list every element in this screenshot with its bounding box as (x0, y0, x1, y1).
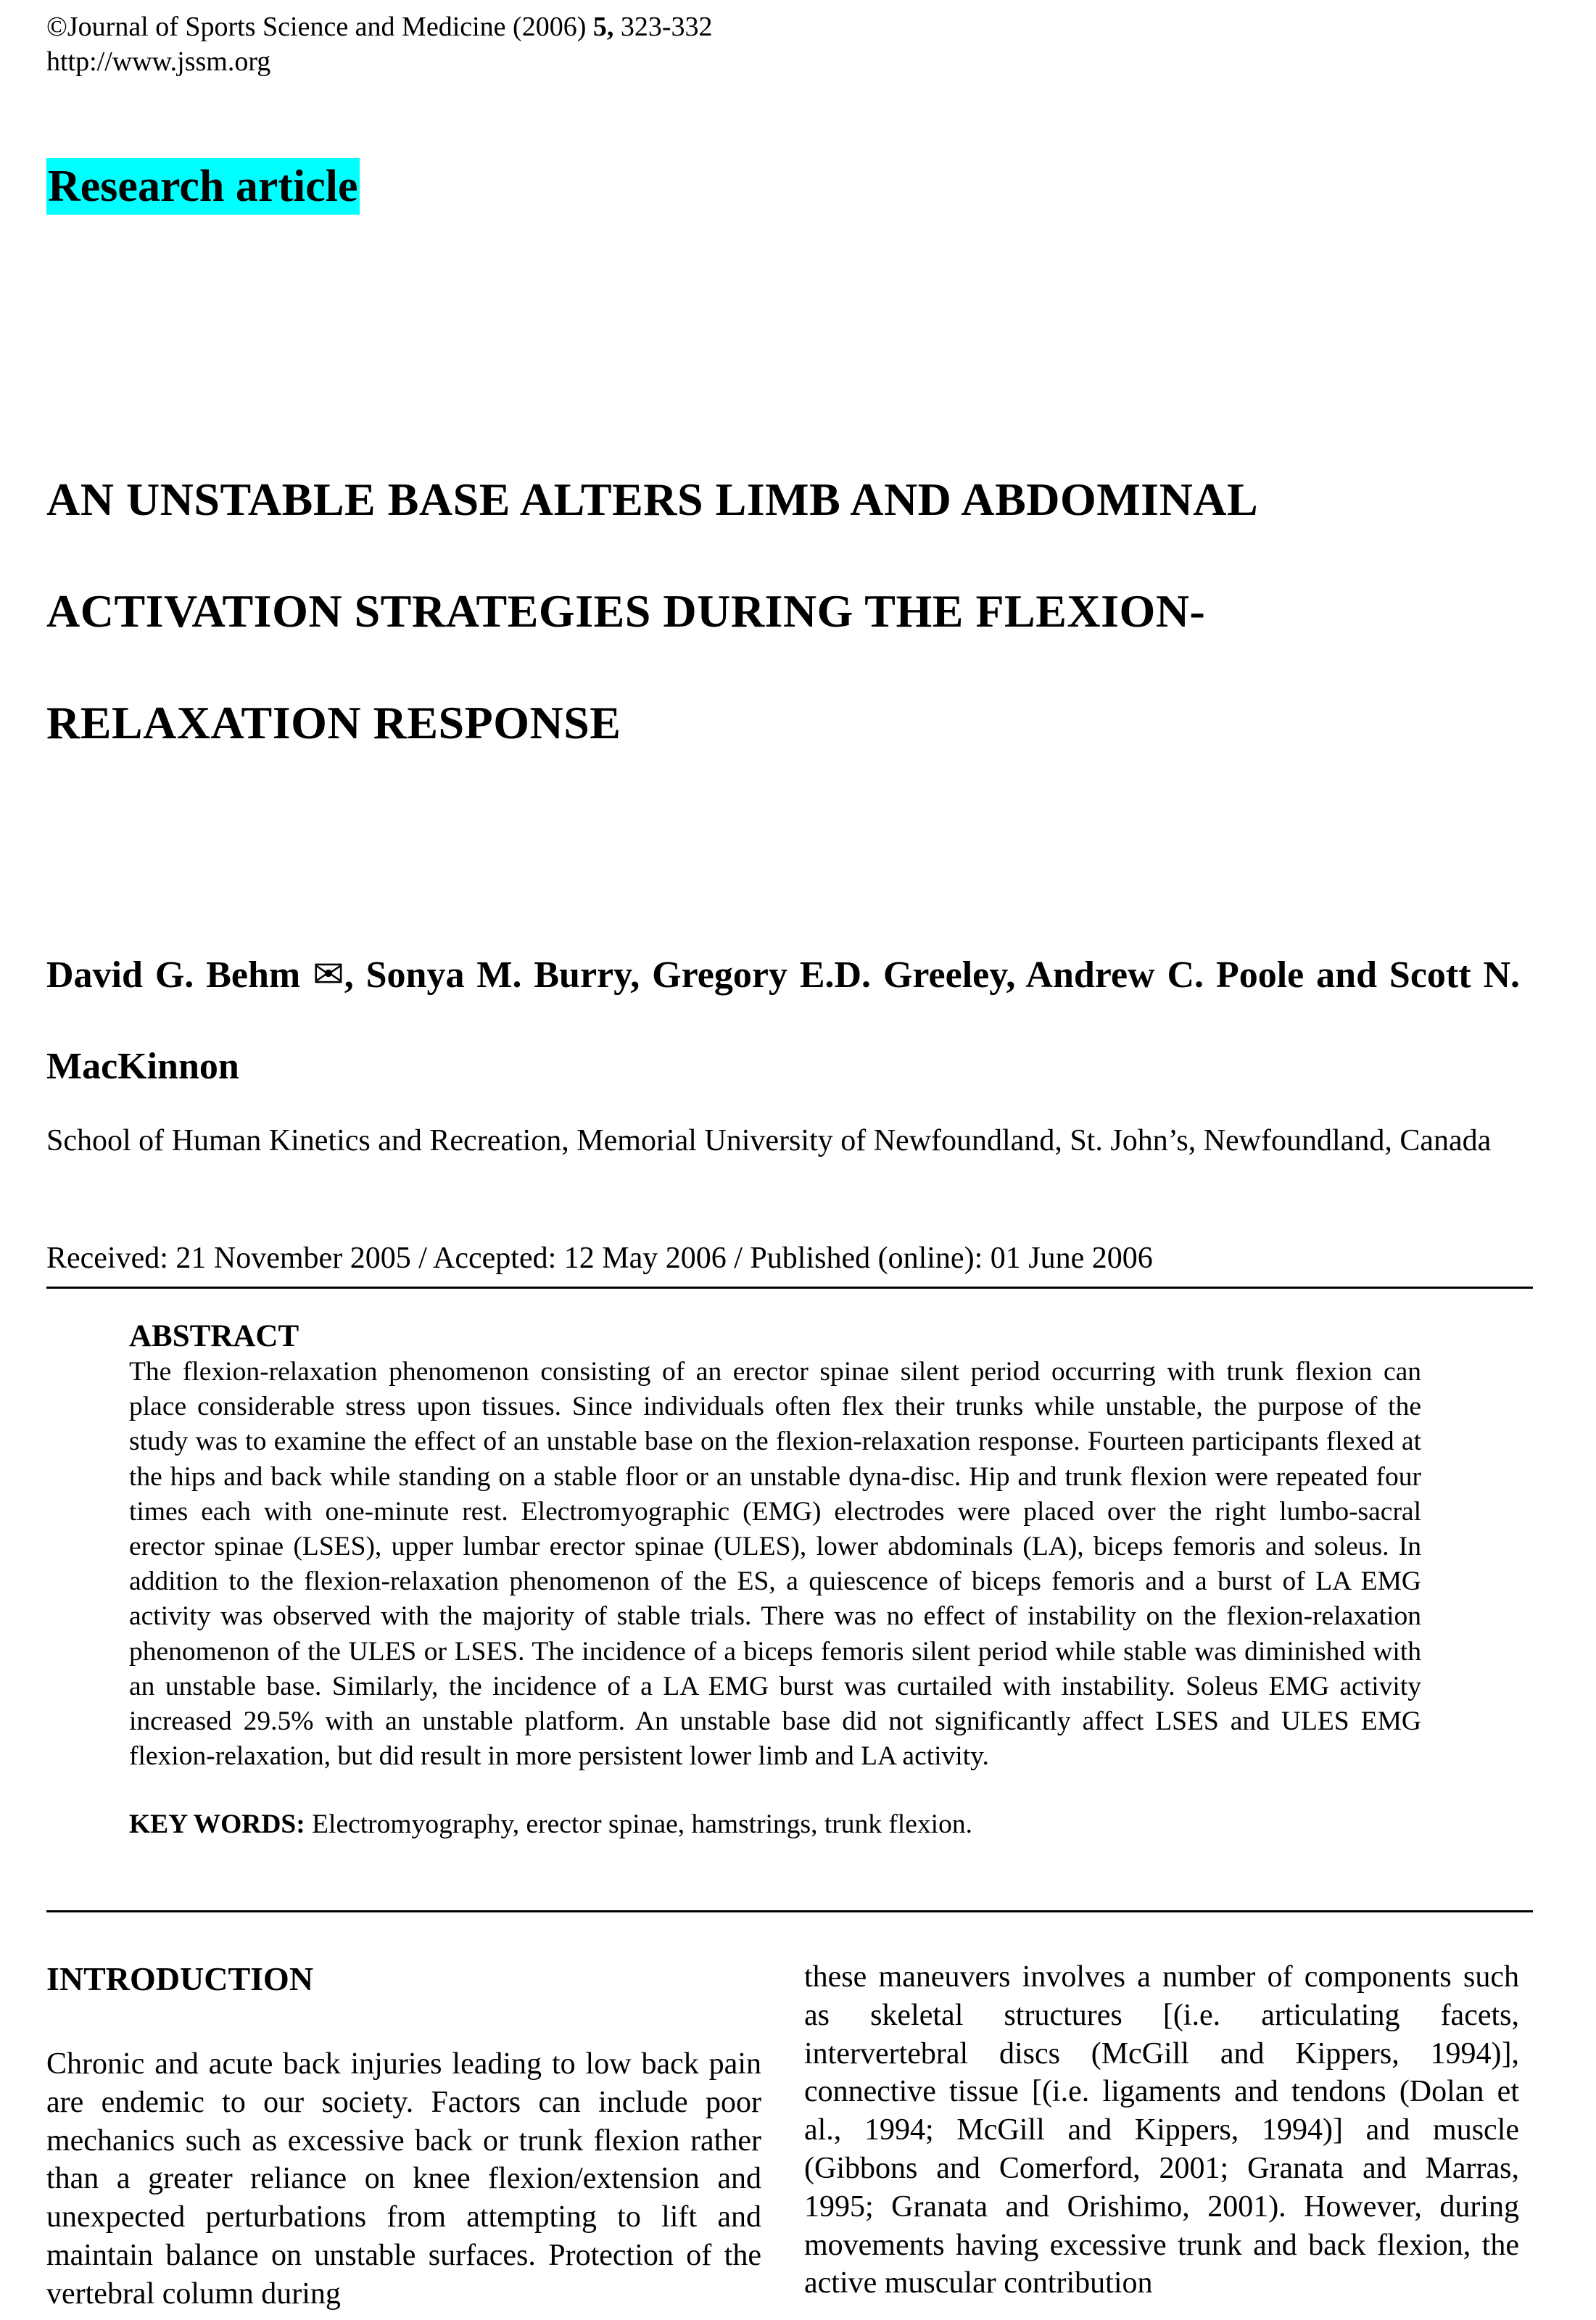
other-authors: , Sonya M. Burry, Gregory E.D. Greeley, Andrew C. Poole and Scott N. MacKinnon (46, 954, 1521, 1087)
author-list (46, 930, 1520, 1112)
abstract-text: The flexion-relaxation phenomenon consisting of an erector spinae silent period occurring with trunk flexion can place considerable stress upon tissues. Since individuals often flex their trunks while unstable, the purpose of the study was to examine the effect of an unstable base on the flexion-relaxation response. Fourteen participants flexed at the hips and back while standing on a stable floor or an unstable dyna-disc. Hip and trunk flexion were repeated four times each with one-minute rest. Electromyographic (EMG) electrodes were placed over the right lumbo-sacral erector spinae (LSES), upper lumbar erector spinae (ULES), lower abdominals (LA), biceps femoris and soleus. In addition to the flexion-relaxation phenomenon of the ES, a quiescence of biceps femoris and a burst of LA EMG activity was observed with the majority of stable trials. There was no effect of instability on the flexion-relaxation phenomenon of the ULES or LSES. The incidence of a biceps femoris silent period while stable was diminished with an unstable base. Similarly, the incidence of a LA EMG burst was curtailed with instability. Soleus EMG activity increased 29.5% with an unstable platform. An unstable base did not significantly affect LSES and ULES EMG flexion-relaxation, but did result in more persistent lower limb and LA activity. (129, 1357, 1421, 1772)
divider-bottom (46, 1910, 1533, 1912)
introduction-right-column: these maneuvers involves a number of components such as skeletal structures [(i.e. articulating facets, intervertebral discs (McGill and Kippers, 1994)], connective tissue [(i.e. ligaments and tendons (Dolan et al., 1994; McGill and Kippers, 1994)] and muscle (Gibbons and Comerford, 2001; Granata and Marras, 1995; Granata and Orishimo, 2001). However, during movements having excessive trunk and back flexion, the active muscular contribution (804, 1960, 1519, 2300)
title-line-1: AN UNSTABLE BASE ALTERS LIMB AND ABDOMINAL (46, 474, 1259, 525)
abstract-section (129, 1318, 1421, 1842)
title-line-3: RELAXATION RESPONSE (46, 697, 621, 748)
publication-dates: Received: 21 November 2005 / Accepted: 12 May 2006 / Published (online): 01 June 2006 (46, 1242, 1153, 1275)
journal-citation (46, 10, 713, 44)
divider-top (46, 1287, 1533, 1289)
paper-title (46, 444, 1497, 779)
abstract-heading: ABSTRACT (129, 1319, 299, 1353)
journal-name: ©Journal of Sports Science and Medicine (2006) (46, 12, 593, 42)
journal-url[interactable]: http://www.jssm.org (46, 46, 271, 77)
envelope-icon[interactable]: ✉ (313, 954, 344, 996)
title-line-2: ACTIVATION STRATEGIES DURING THE FLEXION- (46, 585, 1206, 637)
introduction-heading: INTRODUCTION (46, 1960, 314, 1997)
introduction-left-column: Chronic and acute back injuries leading to low back pain are endemic to our society. Factors can include poor mechanics such as excessive back or trunk flexion rather than a greater reliance on knee flexion/extension and unexpected perturbations from attempting to lift and maintain balance on unstable surfaces. Protection of the vertebral column during (46, 2047, 761, 2311)
article-type-label: Research article (46, 158, 360, 215)
affiliation: School of Human Kinetics and Recreation, Memorial University of Newfoundland, St. John’s, Newfoundland, Canada (46, 1124, 1492, 1157)
journal-pages: 323-332 (613, 12, 713, 42)
keywords (129, 1807, 1421, 1842)
corresponding-author: David G. Behm (46, 954, 301, 996)
keywords-label: KEY WORDS: (129, 1809, 305, 1840)
journal-volume: 5, (592, 12, 614, 42)
keywords-list: Electromyography, erector spinae, hamstrings, trunk flexion. (305, 1809, 972, 1840)
